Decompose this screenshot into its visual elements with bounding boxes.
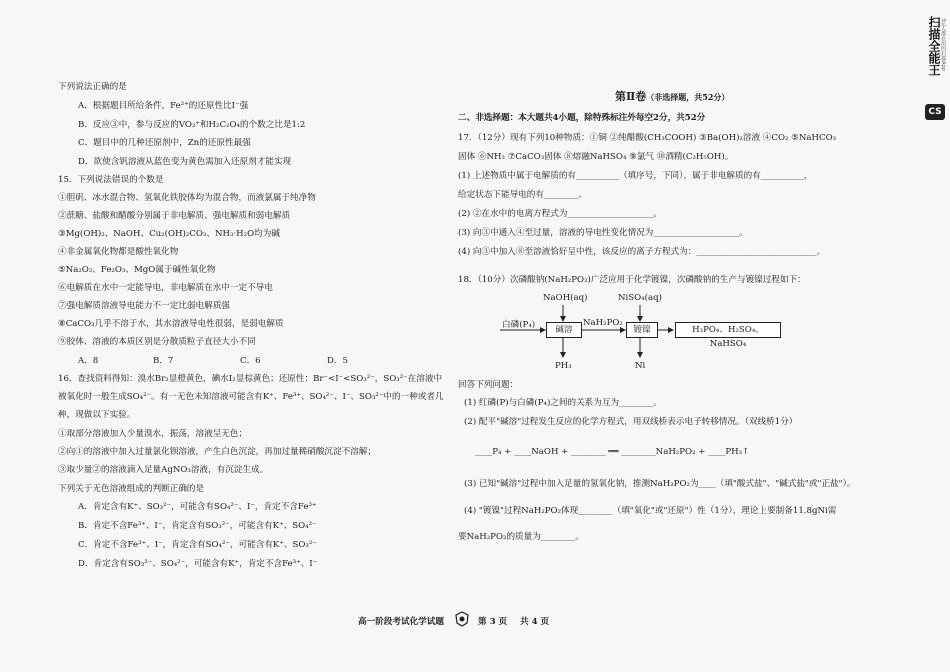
q16-text: 种，现做以下实验。	[58, 410, 136, 420]
q16-text: 被氧化时一般生成SO₄²⁻。有一无色未知溶液可能含有K⁺、Fe³⁺、SO₄²⁻、I⁻、SO₃²⁻中的一种或者几	[58, 392, 444, 402]
brand-name: 扫描全能王	[927, 16, 941, 76]
q16-option: A．肯定含有K⁺、SO₃²⁻，可能含有SO₄²⁻、I⁻，肯定不含Fe³⁺	[78, 502, 317, 512]
part-two-title: 二、非选择题：本大题共4小题，除特殊标注外每空2分，共52分	[458, 113, 706, 123]
q17-text: (3) 向③中通入④至过量，溶液的导电性变化情况为____________________。	[458, 228, 748, 238]
q16-option: C．肯定不含Fe³⁺、I⁻，肯定含有SO₄²⁻，可能含有K⁺、SO₃²⁻	[78, 540, 317, 550]
q18-question-3: (3) 已知"碱溶"过程中加入足量的氢氧化钠，推测NaH₂PO₂为____（填"酸式盐"、"碱式盐"或"正盐"）。	[464, 479, 856, 489]
brand-logo-icon: CS	[925, 104, 945, 120]
q14-option: A．根据题目所给条件，Fe²⁺的还原性比I⁻强	[78, 101, 249, 111]
q15-option: C．6	[240, 356, 261, 366]
flow-box-alkali: 碱溶	[546, 322, 582, 338]
q15-item: ⑧CaCO₃几乎不溶于水，其水溶液导电性很弱，是弱电解质	[58, 319, 284, 329]
q16-option: D．肯定含有SO₃²⁻、SO₄²⁻，可能含有K⁺，肯定不含Fe³⁺、I⁻	[78, 559, 318, 569]
school-seal-icon	[455, 611, 469, 627]
q16-step: ②向①的溶液中加入过量氯化钡溶液，产生白色沉淀，再加过量稀硝酸沉淀不溶解；	[58, 447, 376, 457]
q18-equation: ____P₄ + ____NaOH + ________ ══ ________NaH₂PO₂ + ____PH₃↑	[475, 447, 750, 457]
flow-start: 白磷(P₄)	[502, 320, 536, 330]
q15-title: 15．下列说法错误的个数是	[58, 175, 164, 185]
section-title: 第Ⅱ卷	[615, 90, 647, 103]
q15-item: ①胆矾、冰水混合物、氢氧化铁胶体均为混合物，而液氯属于纯净物	[58, 193, 316, 203]
q15-item: ③Mg(OH)₂、NaOH、Cu₂(OH)₂CO₃、NH₃·H₂O均为碱	[58, 229, 280, 239]
flow-mid: NaH₂PO₂	[583, 318, 623, 328]
flow-input-naoh: NaOH(aq)	[543, 293, 588, 303]
q16-text: 16．查找资料得知：溴水Br₂显橙黄色，碘水I₂显棕黄色；还原性：Br⁻<I⁻<SO₃²⁻，SO₃²⁻在溶液中	[58, 374, 443, 384]
footer-page: 第 3 页	[478, 617, 508, 627]
q15-option: D．5	[327, 356, 348, 366]
q18-question-4: (4) "镀镍"过程NaH₂PO₂体现________（填"氧化"或"还原"）性（1分），理论上要制备11.8gNi需	[464, 506, 837, 516]
q16-lead: 下列关于无色溶液组成的判断正确的是	[58, 484, 205, 494]
q17-text: 17．（12分）现有下列10种物质：①铜 ②纯醋酸(CH₃COOH) ③Ba(OH)₂溶液 ④CO₂ ⑤NaHCO₃	[458, 133, 837, 143]
q15-item: ⑥电解质在水中一定能导电，非电解质在水中一定不导电	[58, 283, 273, 293]
q18-question-2: (2) 配平"碱溶"过程发生反应的化学方程式，用双线桥表示电子转移情况。（双线桥1分）	[464, 417, 798, 427]
q15-item: ⑤Na₂O₂、Fe₂O₃、MgO属于碱性氧化物	[58, 265, 216, 275]
flow-box-nickel: 镀镍	[626, 322, 658, 338]
q16-step: ①取部分溶液加入少量溴水，振荡，溶液呈无色；	[58, 429, 248, 439]
q17-text: 固体 ⑥NH₃ ⑦CaCO₃固体 ⑧熔融NaHSO₄ ⑨氯气 ⑩酒精(C₂H₅OH)。	[458, 152, 734, 162]
q17-text: 给定状态下能导电的有________。	[458, 190, 587, 200]
q17-text: (2) ②在水中的电离方程式为____________________。	[458, 209, 662, 219]
q15-item: ④非金属氧化物都是酸性氧化物	[58, 247, 179, 257]
flow-box-products: H₃PO₄、H₂SO₄、NaHSO₄	[675, 322, 781, 338]
footer-title: 高一阶段考试化学试题	[358, 617, 444, 627]
q18-question-1: (1) 红磷(P)与白磷(P₄)之间的关系为互为________。	[464, 398, 663, 408]
q18-answer-lead: 回答下列问题：	[458, 380, 519, 390]
q15-item: ⑨胶体、溶液的本质区别是分散质粒子直径大小不同	[58, 337, 256, 347]
q14-option: D．欲使含钒溶液从蓝色变为黄色需加入还原剂才能实现	[78, 157, 292, 167]
q15-item: ⑦强电解质溶液导电能力不一定比弱电解质强	[58, 301, 230, 311]
q16-option: B．肯定不含Fe³⁺、I⁻，肯定含有SO₃²⁻，可能含有K⁺、SO₄²⁻	[78, 521, 317, 531]
q15-item: ②蔗糖、盐酸和醋酸分别属于非电解质、强电解质和弱电解质	[58, 211, 291, 221]
q18-question-4-cont: 要NaH₂PO₂的质量为________。	[458, 532, 584, 542]
section-note: （非选择题，共52分）	[646, 92, 730, 102]
flow-output-ph3: PH₃	[555, 361, 572, 371]
q14-option: C．题目中的几种还原剂中，Zn的还原性最强	[78, 138, 251, 148]
q16-step: ③取少量②的溶液滴入足量AgNO₃溶液，有沉淀生成。	[58, 465, 269, 475]
footer-total: 共 4 页	[520, 617, 550, 627]
brand-tagline: 3亿人都在用的扫描App	[940, 18, 946, 71]
q18-title: 18．（10分）次磷酸钠(NaH₂PO₂)广泛应用于化学镀镍，次磷酸钠的生产与镀镍过程如下：	[458, 275, 806, 285]
q15-option: B．7	[153, 356, 174, 366]
flow-output-ni: Ni	[635, 361, 646, 371]
q14-option: B．反应③中，参与反应的VO₂⁺和H₂C₂O₄的个数之比是1:2	[78, 120, 306, 130]
q17-text: (1) 上述物质中属于电解质的有__________（填序号，下同），属于非电解质的有__________，	[458, 171, 813, 181]
q15-option: A．8	[78, 356, 99, 366]
flow-input-niso4: NiSO₄(aq)	[618, 293, 662, 303]
q14-lead: 下列说法正确的是	[58, 82, 127, 92]
q17-text: (4) 向③中加入⑧至溶液恰好呈中性，该反应的离子方程式为：____________________________。	[458, 247, 826, 257]
